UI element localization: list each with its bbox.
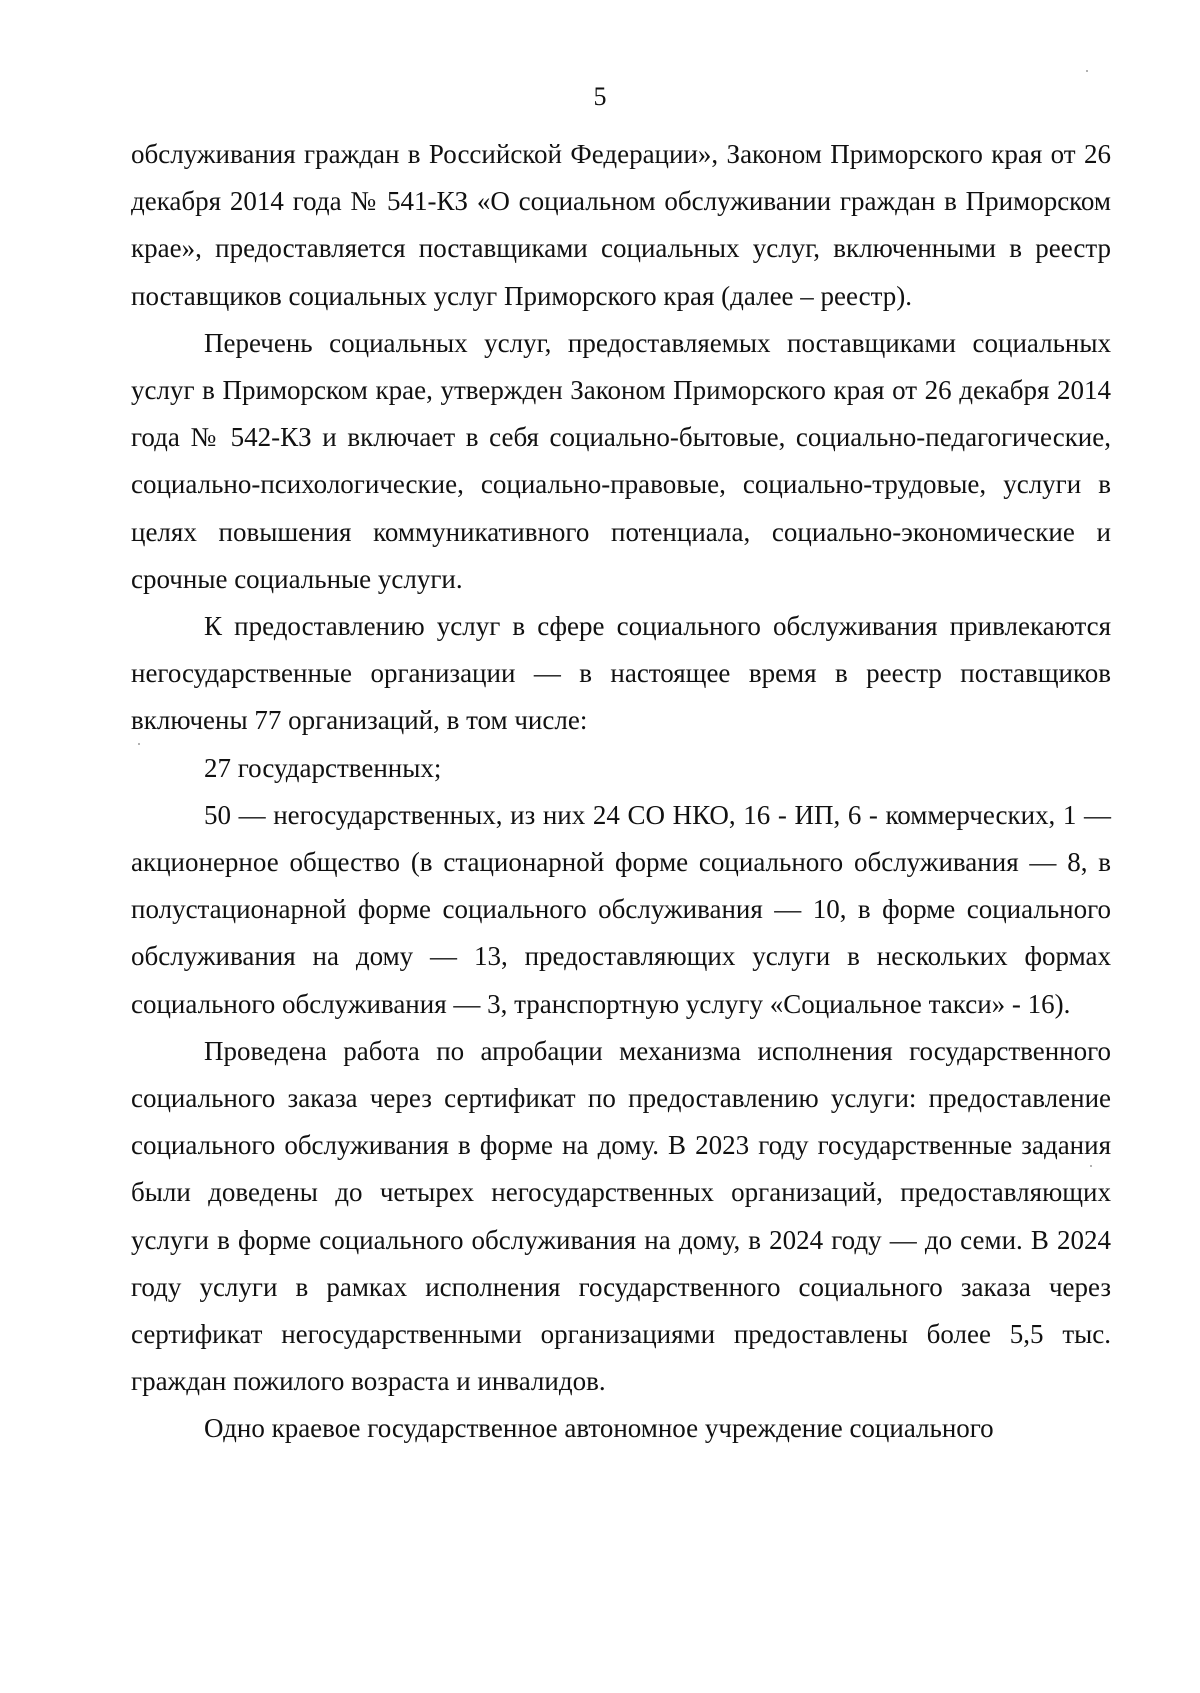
- paragraph-services-list: Перечень социальных услуг, предоставляемых поставщиками социальных услуг в Приморском крае, утвержден Законом Приморского края от 26 декабря 2014 года № 542-КЗ и включает в себя социально-бытовые, социально-педагогические, социально-психологические, социально-правовые, социально-трудовые, услуги в целях повышения коммуникативного потенциала, социально-экономические и срочные социальные услуги.: [131, 327, 1111, 594]
- paragraph-continuation: обслуживания граждан в Российской Федерации», Законом Приморского края от 26 декабря 2014 года № 541-КЗ «О социальном обслуживании граждан в Приморском крае», предоставляется поставщиками социальных услуг, включенными в реестр поставщиков социальных услуг Приморского края (далее – реестр).: [131, 139, 1111, 311]
- scan-artifact: [138, 743, 140, 745]
- paragraph-autonomous-institution: Одно краевое государственное автономное учреждение социального: [204, 1413, 994, 1444]
- scan-artifact: [1086, 70, 1088, 72]
- page-number: 5: [593, 82, 607, 111]
- scan-artifact: [1090, 1165, 1092, 1167]
- paragraph-state-count: 27 государственных;: [204, 752, 442, 783]
- paragraph-social-order-certificate: Проведена работа по апробации механизма исполнения государственного социального заказа через сертификат по предоставлению услуги: предоставление социального обслуживания в форме на дому. В 2023 году государственные задания были доведены до четырех негосударственных организаций, предоставляющих услуги в форме социального обслуживания на дому, в 2024 году — до семи. В 2024 году услуги в рамках исполнения государственного социального заказа через сертификат негосударственными организациями предоставлены более 5,5 тыс. граждан пожилого возраста и инвалидов.: [131, 1035, 1111, 1397]
- document-body: [131, 131, 1111, 1453]
- paragraph-nongovernment-organizations: К предоставлению услуг в сфере социального обслуживания привлекаются негосударственные организации — в настоящее время в реестр поставщиков включены 77 организаций, в том числе:: [131, 611, 1111, 736]
- paragraph-nonstate-count: 50 — негосударственных, из них 24 СО НКО, 16 - ИП, 6 - коммерческих, 1 — акционерное общество (в стационарной форме социального обслуживания — 8, в полустационарной форме социального обслуживания — 10, в форме социального обслуживания на дому — 13, предоставляющих услуги в нескольких формах социального обслуживания — 3, транспортную услугу «Социальное такси» - 16).: [131, 799, 1111, 1019]
